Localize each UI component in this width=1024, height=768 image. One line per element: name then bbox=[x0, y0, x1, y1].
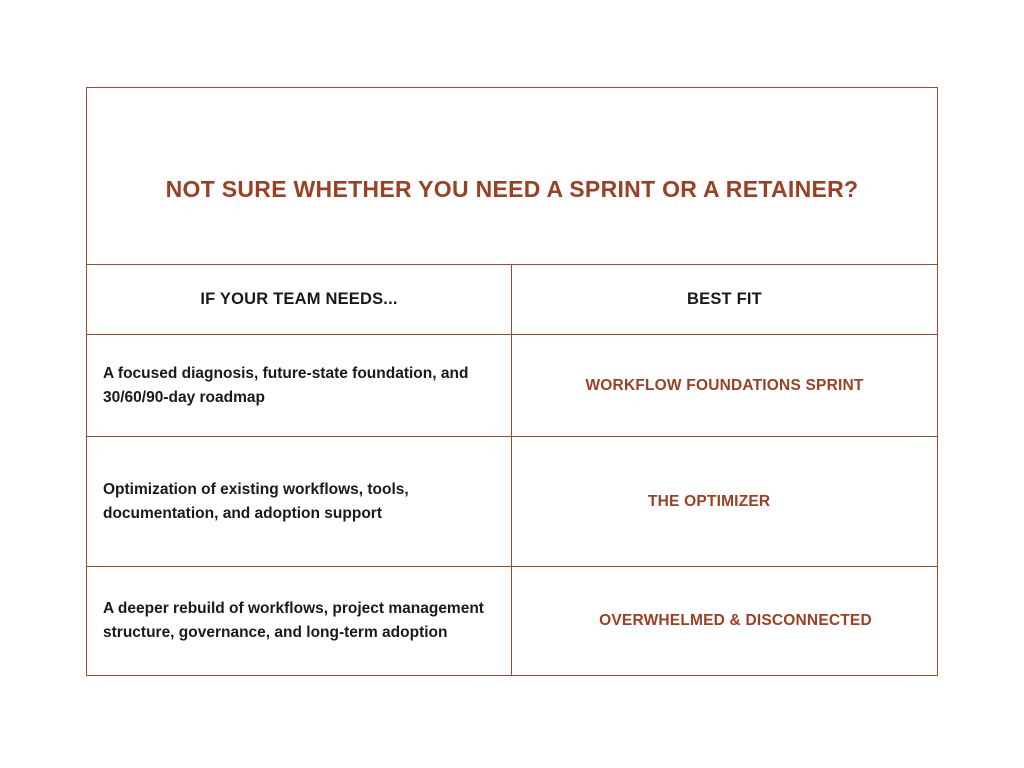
comparison-table bbox=[86, 87, 938, 676]
needs-cell bbox=[87, 335, 512, 436]
table-row bbox=[87, 567, 937, 675]
needs-cell bbox=[87, 437, 512, 566]
title-cell bbox=[87, 88, 937, 265]
table-row bbox=[87, 335, 937, 437]
best-fit-text: WORKFLOW FOUNDATIONS SPRINT bbox=[585, 376, 864, 394]
best-fit-cell bbox=[512, 437, 937, 566]
table-row bbox=[87, 437, 937, 567]
column-header-best-fit: BEST FIT bbox=[687, 290, 762, 308]
needs-text: A focused diagnosis, future-state foundation, and 30/60/90-day roadmap bbox=[103, 364, 469, 406]
header-cell-needs bbox=[87, 265, 512, 334]
page-title: NOT SURE WHETHER YOU NEED A SPRINT OR A RETAINER? bbox=[165, 175, 859, 202]
table-header-row bbox=[87, 265, 937, 335]
needs-cell bbox=[87, 567, 512, 675]
best-fit-cell bbox=[512, 567, 937, 675]
needs-text: Optimization of existing workflows, tools, documentation, and adoption support bbox=[103, 480, 409, 522]
header-cell-best-fit bbox=[512, 265, 937, 334]
best-fit-text: THE OPTIMIZER bbox=[648, 492, 771, 510]
best-fit-text: OVERWHELMED & DISCONNECTED bbox=[599, 612, 872, 629]
best-fit-cell bbox=[512, 335, 937, 436]
needs-text: A deeper rebuild of workflows, project management structure, governance, and long-term adoption bbox=[103, 600, 484, 641]
column-header-needs: IF YOUR TEAM NEEDS... bbox=[200, 290, 398, 308]
